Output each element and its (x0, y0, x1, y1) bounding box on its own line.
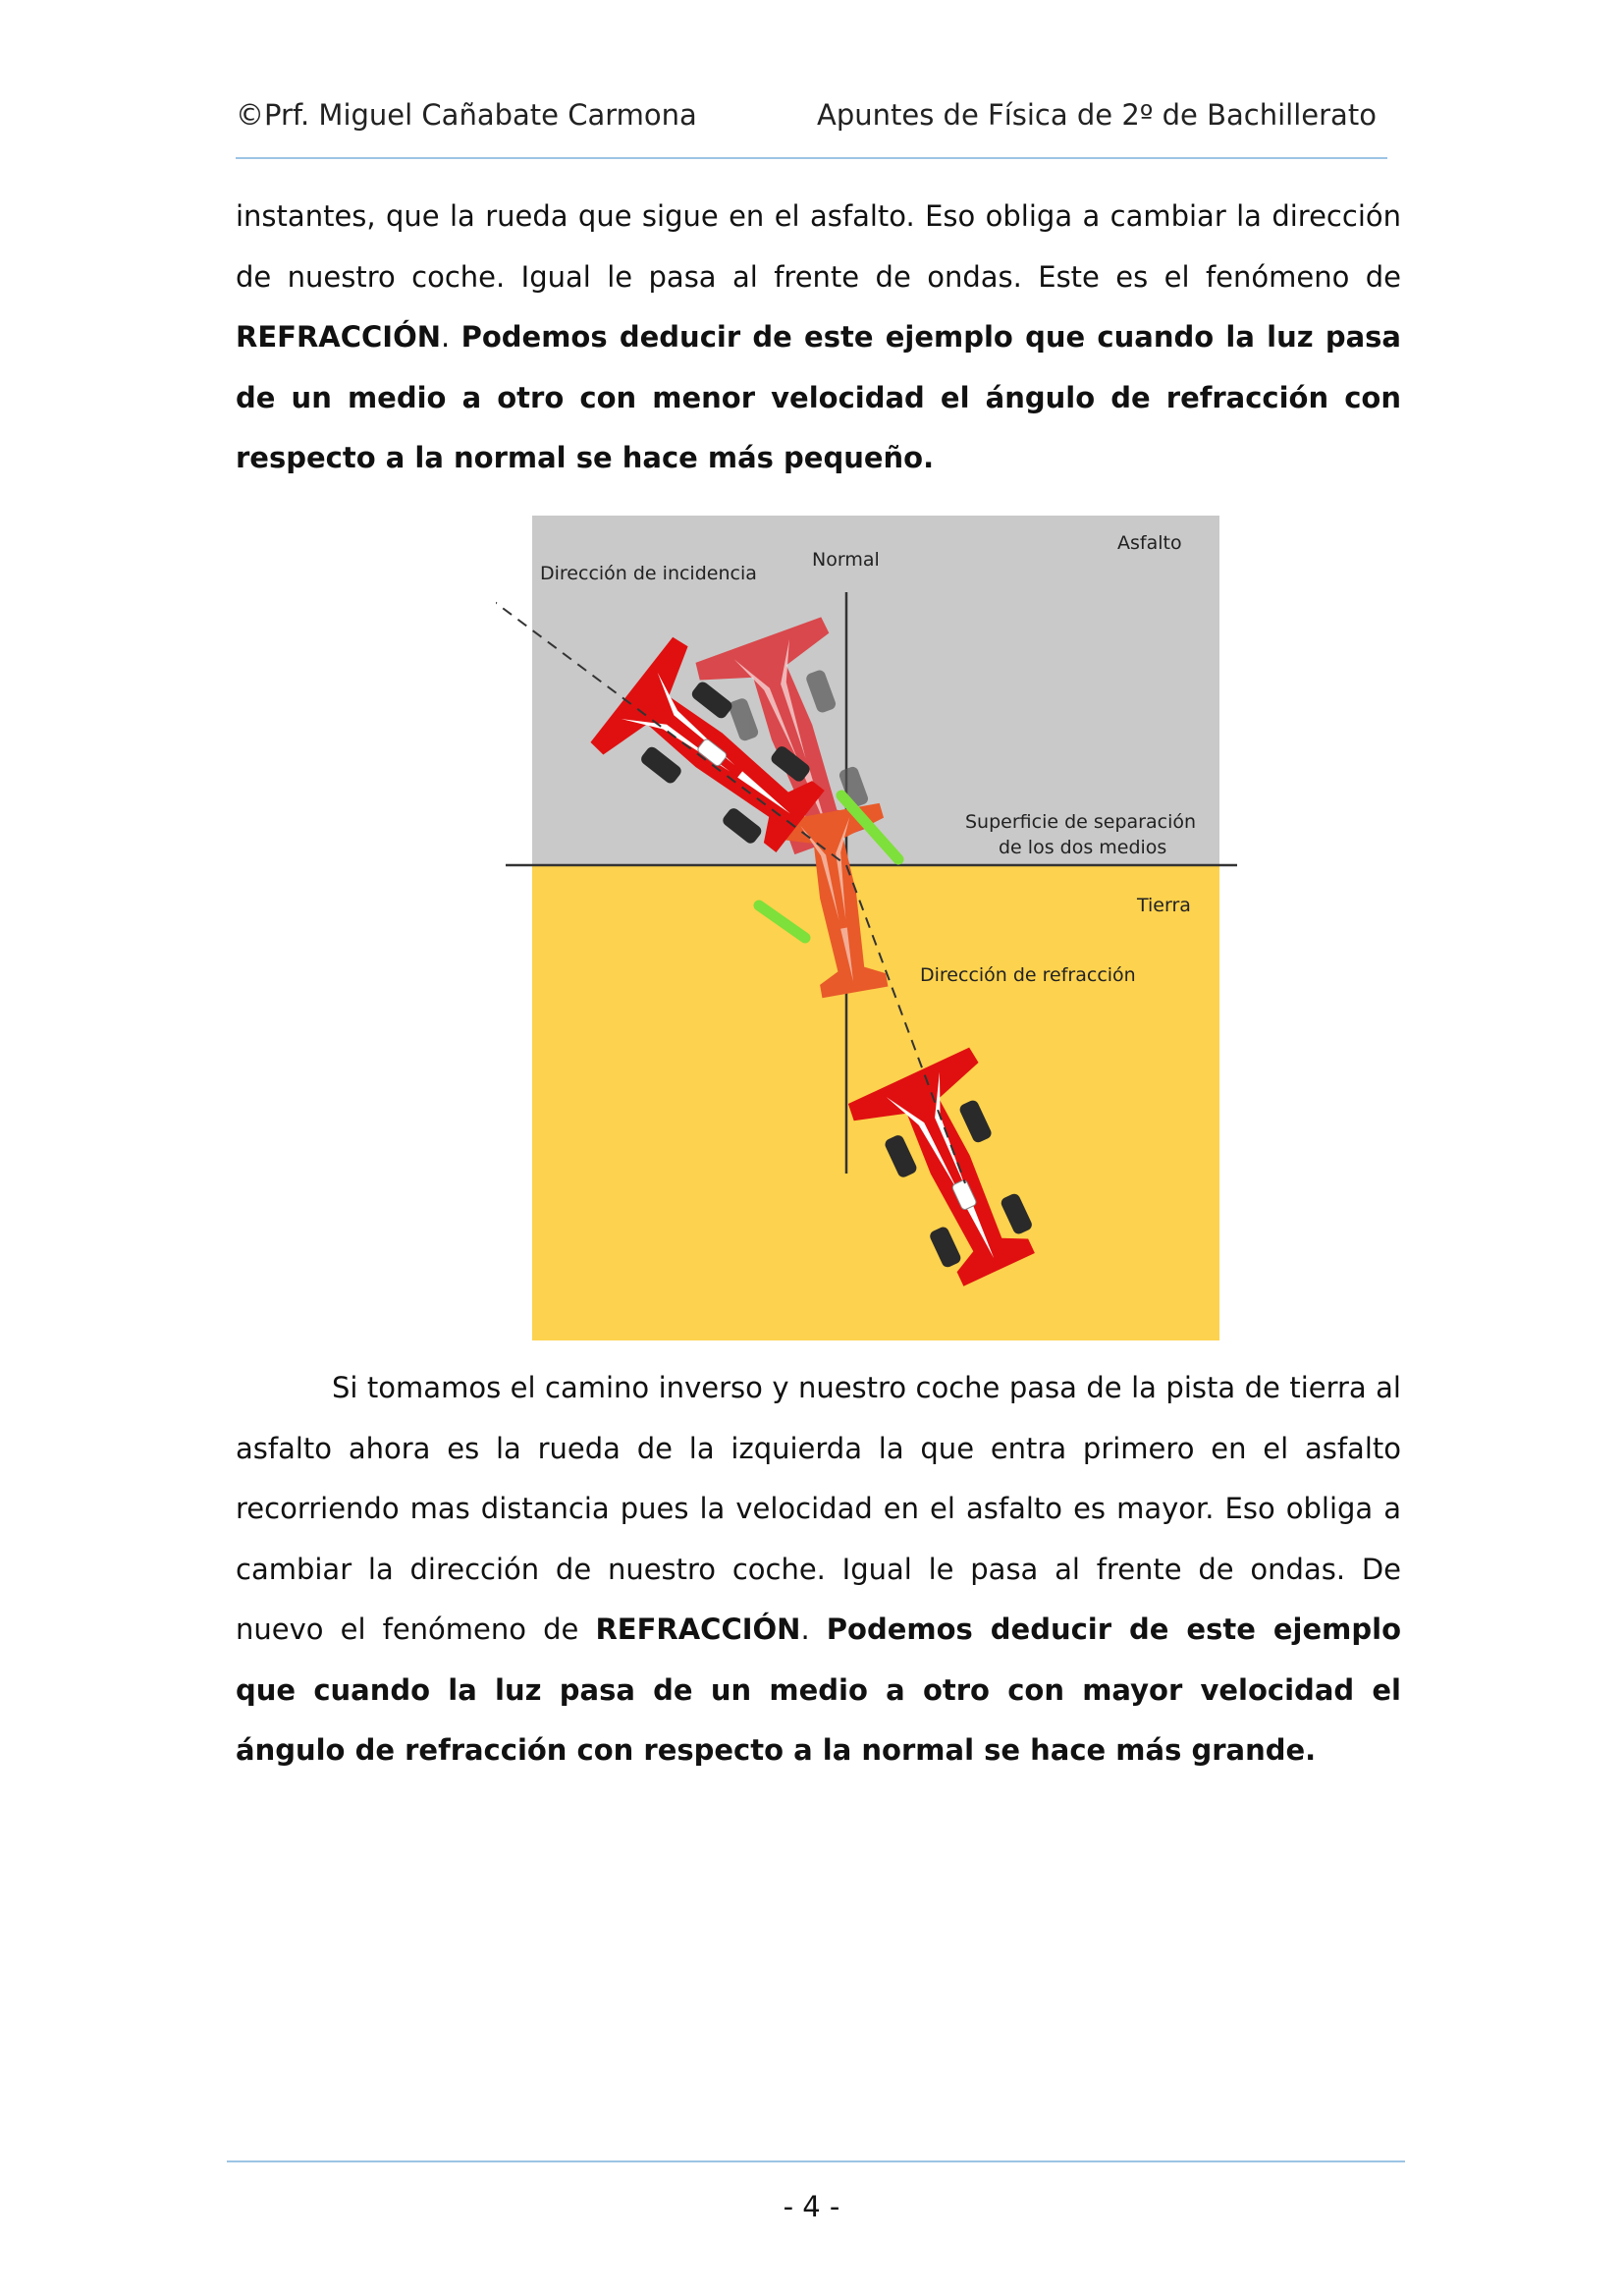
header-course: Apuntes de Física de 2º de Bachillerato (817, 98, 1377, 132)
term-refraccion: REFRACCIÓN (236, 320, 442, 354)
footer-divider (227, 2160, 1405, 2162)
paragraph-refraction-slower (236, 187, 1401, 489)
refraction-car-figure (496, 506, 1242, 1340)
paragraph-text: instantes, que la rueda que sigue en el asfalto. Eso obliga a cambiar la dirección de nuestro coche. Igual le pasa al frente de ondas. Este es el fenómeno de (236, 199, 1401, 294)
conclusion-text: Podemos deducir de este ejemplo que cuando la luz pasa de un medio a otro con mayor velocidad el ángulo de refracción con respecto a la normal se hace más grande. (236, 1613, 1401, 1767)
conclusion-text: Podemos deducir de este ejemplo que cuando la luz pasa de un medio a otro con menor velocidad el ángulo de refracción con respecto a la normal se hace más pequeño. (236, 320, 1401, 474)
label-superficie-2: de los dos medios (999, 837, 1167, 858)
header-author: ©Prf. Miguel Cañabate Carmona (236, 98, 697, 132)
paragraph-punct: . (800, 1613, 810, 1646)
page-number: - 4 - (783, 2190, 840, 2223)
paragraph-refraction-faster (236, 1358, 1401, 1781)
label-refraccion: Dirección de refracción (920, 964, 1136, 986)
label-normal: Normal (812, 549, 880, 571)
paragraph-text: Si tomamos el camino inverso y nuestro coche pasa de la pista de tierra al asfalto ahora es la rueda de la izquierda la que entra primero en el asfalto recorriendo mas distancia pues la velocidad en el asfalto es mayor. Eso obliga a cambiar la dirección de nuestro coche. Igual le pasa al frente de ondas. De nuevo el fenómeno de (236, 1371, 1401, 1646)
label-tierra: Tierra (1137, 895, 1191, 916)
paragraph-punct: . (441, 320, 451, 354)
label-superficie-1: Superficie de separación (965, 811, 1197, 833)
label-incidencia: Dirección de incidencia (540, 563, 757, 584)
header-divider (236, 157, 1387, 159)
refraction-diagram (496, 506, 1242, 1340)
term-refraccion: REFRACCIÓN (595, 1613, 801, 1646)
label-asfalto: Asfalto (1117, 532, 1182, 554)
